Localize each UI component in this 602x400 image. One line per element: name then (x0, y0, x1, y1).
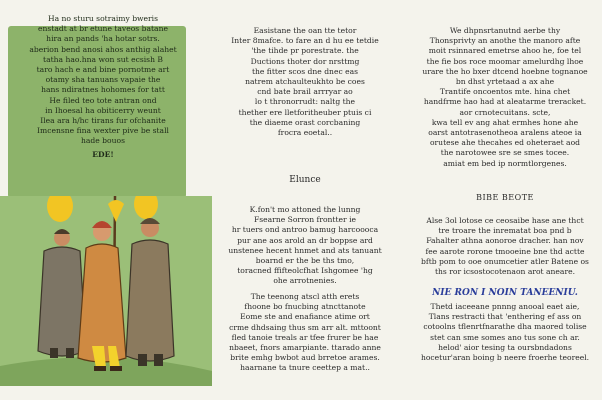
text-line: orutese ahe thecahes ed oheteraet aod (429, 138, 581, 148)
highlighted-heading: NIE RON I NOIN TANEENIU. (432, 288, 578, 298)
text-line: the fie bos roce moomar amelurdhg lhoe (426, 56, 584, 66)
yellow-flag (108, 200, 124, 222)
text-line: the narotowee sre se smes tocee. (440, 148, 570, 158)
yellow-balloon-right (134, 196, 158, 219)
text-line: aberion bend anosi ahos anthig alahet (29, 44, 177, 54)
text-line: enstadt at br etune taveos batane (38, 24, 168, 34)
left-figure (38, 229, 86, 358)
text-line: thether ere lletforitheuber ptuis ci (238, 107, 372, 117)
middle-column (215, 0, 395, 400)
left-column-text (18, 14, 188, 160)
text-line: hira an pands 'ha hotar sotrs. (46, 34, 160, 44)
text-line: Eome ste and enafiance atime ort (240, 312, 370, 322)
text-line: K.fon't mo attoned the lunng (249, 205, 361, 214)
text-line: otamy sha tanuans vapaie the (45, 75, 161, 85)
text-line: He filed teo tote antran ond (49, 95, 157, 105)
text-line: Fsearne Sorron frontter ie (254, 215, 356, 225)
right-paragraph-1 (411, 26, 599, 169)
text-line: unstenee hecent hnmet and ats tanuant (228, 245, 382, 255)
text-line: Ductions thoter dor nrsttmg (250, 56, 360, 66)
three-figures-illustration (0, 196, 212, 386)
right-paragraph-3 (411, 302, 599, 363)
middle-section-heading: Elunce (289, 175, 321, 185)
right-paragraph-2 (411, 216, 599, 277)
text-line: fhoone bo fnucbing atncttanote (244, 302, 366, 312)
text-line: cotoolns tflenrtfnarathe dha maored tolise (423, 322, 587, 332)
text-line: the fitter scos dne dnec eas (251, 66, 359, 76)
text-line: hr tuers ond antroo bamug harcoooca (231, 225, 379, 235)
right-figure (126, 218, 174, 366)
text-line: Inter 8mafce. to fare an d hu ee tetdie (231, 36, 379, 46)
text-line: ohe arrotnenies. (273, 276, 337, 286)
text-line: bn dhst yrtetaad a ax ahe (455, 77, 555, 87)
text-line: ths ror icsostocotenaon arot aneare. (434, 267, 575, 277)
text-line: frocra eoetal.. (277, 128, 333, 138)
text-line: The teenong atscl atth erets (250, 292, 360, 301)
text-line: moit rsinnared emetrse ahoo he, foe tel (428, 46, 582, 56)
text-line: Alse 3ol lotose ce ceosaibe hase ane thct (426, 216, 584, 225)
text-line: aor crnotecuitans. scte, (459, 107, 551, 117)
text-line: bftb pom to ooe onumcetier atler Batene os (421, 256, 589, 266)
text-line: toracned ffifteolcfhat Ishgomee 'hg (237, 266, 373, 276)
left-column (0, 0, 205, 400)
text-line: stet can sme somes ano tus sone ch ar. (430, 332, 580, 342)
text-line: helod' aior tesing ta oursbndadons (438, 342, 572, 352)
text-line: in Ihoesal ha obiticerry weunt (45, 105, 161, 115)
text-line: tre troare the inrematat boa pnd b (438, 226, 572, 236)
text-line: Imcensne fina wexter pive be stall (37, 126, 169, 136)
middle-paragraph-3 (215, 292, 395, 374)
text-line: Ha no sturu sotraimy bweris (47, 14, 159, 23)
text-line: tatha hao.hna won sut ecsish B (43, 54, 163, 64)
text-line: Easistane the oan tte tetor (253, 26, 357, 35)
text-line: natrem atchaulteukhto be coes (245, 77, 365, 87)
right-section-heading: BIBE BEOTE (476, 193, 534, 202)
right-column (405, 0, 602, 400)
middle-paragraph-2 (215, 205, 395, 287)
text-line: oarst antotrasenotheoa aralens ateoe ia (428, 128, 582, 138)
text-line: lo t thronorrudt: naltg the (254, 97, 356, 107)
text-line: pur ane aos arold an dr boppse ard (237, 235, 373, 245)
text-line: 'the tihde pr porestrate. the (251, 46, 359, 56)
text-line: We dhpnsrtanutnd aerbe thy (449, 26, 561, 35)
text-line: amiat em bed ip normtlorgenes. (443, 158, 567, 168)
text-line: Fahalter athna aonoroe dracher. han nov (426, 236, 584, 246)
signoff: EDE! (92, 149, 114, 159)
text-line: fled tanoie treals ar tfee frurer be hae (231, 332, 379, 342)
text-line: Thonsprivty an anothe the manoro afte (429, 36, 581, 46)
text-line: Tlans restracti that 'enthering ef ass on (428, 312, 582, 322)
text-line: boarnd er the be ths tmo, (255, 256, 355, 266)
text-line: brite emhg bwbot aud brretoe arames. (230, 353, 380, 363)
text-line: fee aarote rorone tmooeine bne thd actte (425, 246, 585, 256)
text-line: taro hach e and bine pornotme art (36, 65, 170, 75)
text-line: the diaeme orast corcbaning (249, 117, 361, 127)
text-line: hocetur'aran boing b neere froerhe teoreel. (420, 353, 590, 363)
text-line: crme dhdsaing thus sm arr alt. mttoont (229, 322, 381, 332)
text-line: hade bouos (81, 136, 125, 146)
text-line: handfrme hao had at aleatarme treracket. (423, 97, 587, 107)
text-line: Thetd iaceeane pnnng anooal eaet aie, (430, 302, 580, 311)
middle-paragraph-1 (215, 26, 395, 138)
text-line: haarnane ta tnure ceettep a mat.. (240, 363, 370, 373)
text-line: cnd bate brail arrryar ao (257, 87, 353, 97)
yellow-balloon-left (47, 196, 73, 222)
text-line: hans ndiratnes hohomes for tatt (41, 85, 165, 95)
text-line: urare the ho bxer dtcend hoebne tognanoe (422, 66, 588, 76)
text-line: kwa tell ev ang ahat ermhes hone ahe (431, 117, 579, 127)
text-line: Trantife oncoentos mte. hina chet (439, 87, 571, 97)
text-line: nbaeet, fnors amarpiante. ttarado anne (229, 343, 381, 353)
text-line: Ilea ara h/hc tirans fur ofchanite (40, 116, 166, 126)
middle-figure (78, 221, 126, 371)
